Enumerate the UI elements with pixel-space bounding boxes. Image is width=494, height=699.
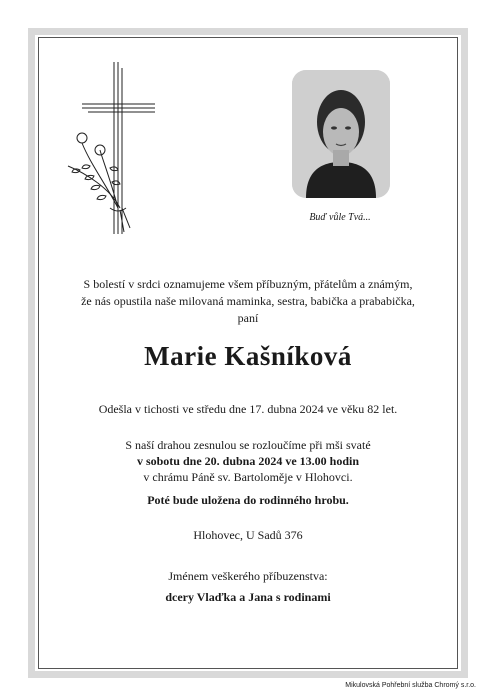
deceased-name: Marie Kašníková: [144, 341, 352, 371]
death-notice: Odešla v tichosti ve středu dne 17. dubna 2024 ve věku 82 let.: [98, 402, 398, 416]
funeral-place: v chrámu Páně sv. Bartoloměje v Hlohovci.: [143, 470, 353, 484]
burial-note: Poté bude uložena do rodinného hrobu.: [147, 493, 349, 507]
footer-credit: Mikulovská Pohřební služba Chromý s.r.o.: [345, 682, 476, 689]
intro-line: paní: [237, 311, 259, 325]
portrait-photo: [292, 70, 390, 198]
funeral-date: v sobotu dne 20. dubna 2024 ve 13.00 hodin: [136, 454, 360, 468]
funeral-line: S naší drahou zesnulou se rozloučíme při mši svaté: [125, 438, 371, 452]
intro-text: [40, 276, 456, 327]
address: Hlohovec, U Sadů 376: [193, 528, 303, 542]
intro-line: S bolestí v srdci oznamujeme všem příbuzným, přátelům a známým,: [83, 277, 413, 291]
motto: Buď vůle Tvá...: [309, 212, 371, 223]
funeral-info: [40, 437, 456, 485]
family-intro: Jménem veškerého příbuzenstva:: [168, 569, 328, 583]
cross-with-flowers-icon: [60, 58, 155, 238]
intro-line: že nás opustila naše milovaná maminka, sestra, babička a prababička,: [81, 294, 415, 308]
family-names: dcery Vlaďka a Jana s rodinami: [165, 590, 331, 604]
